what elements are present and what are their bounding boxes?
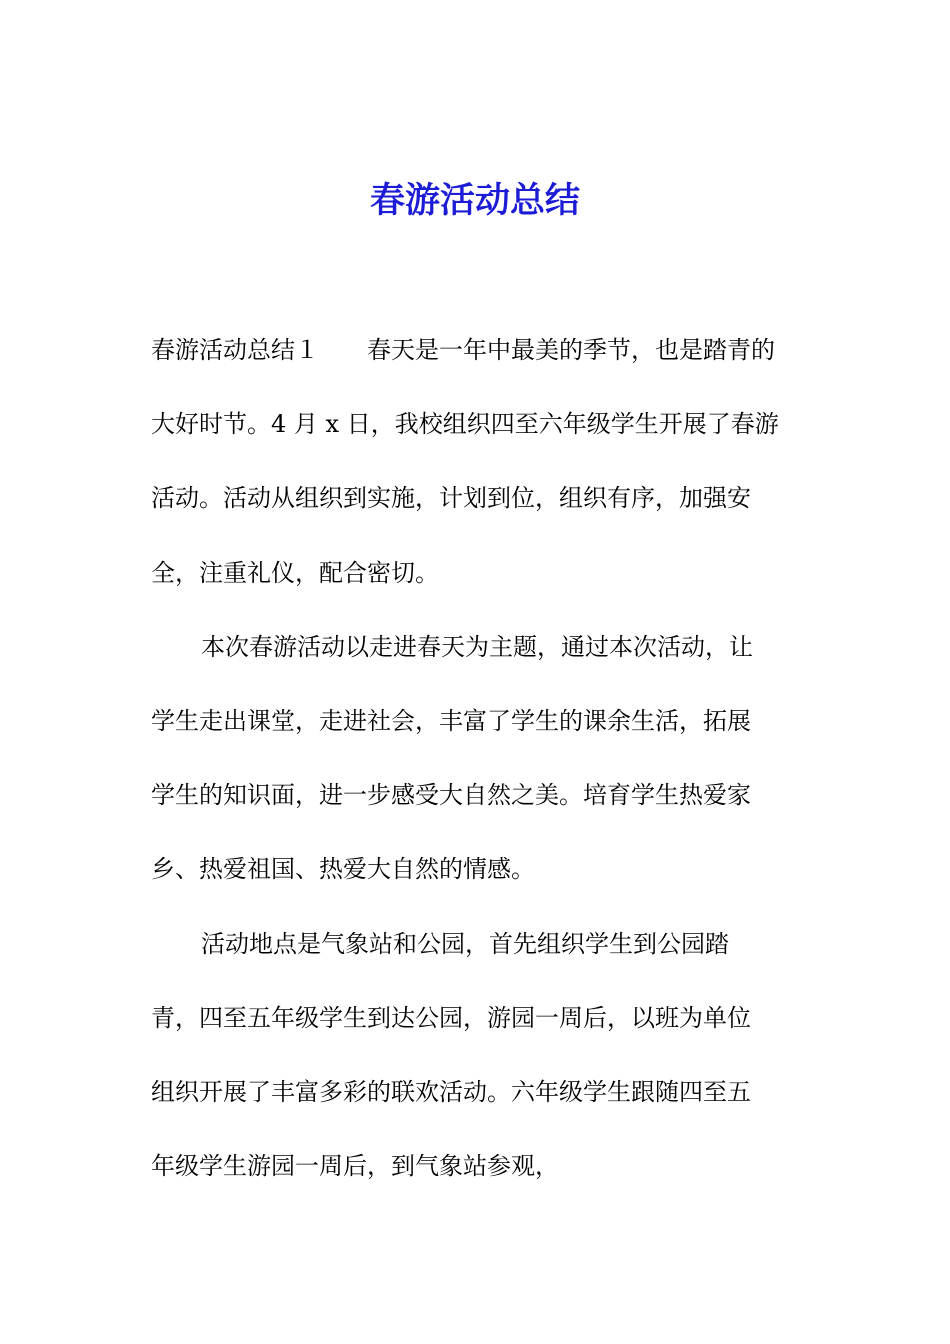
- text-line-11: 组织开展了丰富多彩的联欢活动。六年级学生跟随四至五: [151, 1077, 751, 1106]
- text-line-6: 学生走出课堂，走进社会，丰富了学生的课余生活，拓展: [151, 706, 751, 735]
- text-line-10: 青，四至五年级学生到达公园，游园一周后，以班为单位: [151, 1003, 751, 1032]
- text-line-12: 年级学生游园一周后，到气象站参观，: [151, 1152, 559, 1181]
- text-line-9: 活动地点是气象站和公园，首先组织学生到公园踏: [201, 929, 729, 958]
- text-line-8: 乡、热爱祖国、热爱大自然的情感。: [151, 855, 535, 884]
- text-line-1: 春游活动总结１ 春天是一年中最美的季节，也是踏青的: [151, 336, 775, 364]
- document-title: 春游活动总结: [369, 180, 580, 221]
- text-line-7: 学生的知识面，进一步感受大自然之美。培育学生热爱家: [151, 781, 751, 810]
- text-line-2: 大好时节。4 月 x 日，我校组织四至六年级学生开展了春游: [151, 410, 779, 439]
- text-line-4: 全，注重礼仪，配合密切。: [151, 558, 439, 587]
- document-body: [151, 325, 811, 1215]
- text-line-5: 本次春游活动以走进春天为主题，通过本次活动，让: [201, 632, 753, 661]
- text-line-3: 活动。活动从组织到实施，计划到位，组织有序，加强安: [151, 484, 751, 513]
